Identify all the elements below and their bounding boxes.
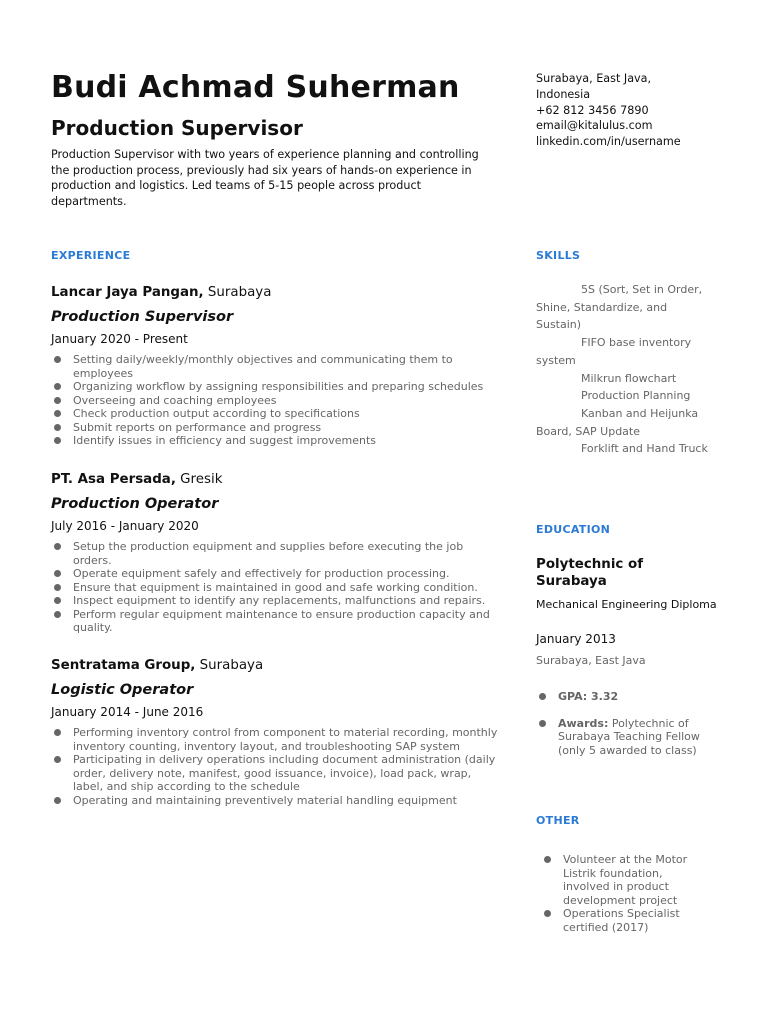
contact-email[interactable]: email@kitalulus.com (536, 119, 653, 133)
education-details-list (536, 690, 706, 770)
education-location: Surabaya, East Java (536, 654, 646, 667)
experience-entry (51, 657, 501, 807)
company-name: Lancar Jaya Pangan, (51, 285, 204, 300)
skill-item: 5S (Sort, Set in Order, Shine, Standardize, and Sustain) (536, 283, 703, 332)
skill-item: FIFO base inventory system (536, 336, 692, 367)
skill-item: Production Planning (581, 389, 691, 403)
list-item: Volunteer at the Motor Listrik foundation, involved in product development project (541, 853, 706, 907)
list-item: Identify issues in efficiency and suggest improvements (51, 434, 501, 448)
list-item: Setting daily/weekly/monthly objectives and communicating them to employees (51, 353, 501, 380)
other-list (541, 853, 706, 934)
education-gpa (536, 690, 706, 704)
job-duties-list (51, 540, 501, 635)
experience-entry (51, 284, 501, 448)
company-name: Sentratama Group, (51, 658, 196, 673)
list-item: Operate equipment safely and effectively for production processing. (51, 567, 501, 581)
list-item: Check production output according to specifications (51, 407, 501, 421)
company-line (51, 471, 501, 489)
list-item: Inspect equipment to identify any replacements, malfunctions and repairs. (51, 594, 501, 608)
candidate-title: Production Supervisor (51, 116, 303, 140)
job-dates: January 2014 - June 2016 (51, 705, 204, 719)
company-location: Surabaya (203, 285, 272, 300)
contact-address-line1: Surabaya, East Java, (536, 72, 652, 85)
gpa-label: GPA: 3.32 (558, 690, 619, 703)
contact-address-line2: Indonesia (536, 87, 591, 101)
contact-phone: +62 812 3456 7890 (536, 103, 649, 117)
candidate-name: Budi Achmad Suherman (51, 70, 460, 105)
experience-heading: EXPERIENCE (51, 249, 131, 262)
list-item: Operating and maintaining preventively material handling equipment (51, 794, 501, 808)
skills-heading: SKILLS (536, 249, 581, 262)
contact-linkedin[interactable]: linkedin.com/in/username (536, 135, 681, 149)
contact-block (536, 71, 751, 150)
job-title: Logistic Operator (51, 682, 194, 698)
list-item: Perform regular equipment maintenance to ensure production capacity and quality. (51, 608, 501, 635)
experience-entry (51, 471, 501, 635)
awards-label: Awards: (558, 716, 609, 730)
list-item: Performing inventory control from component to material recording, monthly inventory counting, inventory layout, and troubleshooting SAP system (51, 726, 501, 753)
education-degree: Mechanical Engineering Diploma (536, 598, 717, 611)
education-heading: EDUCATION (536, 523, 611, 536)
job-duties-list (51, 353, 501, 448)
company-name: PT. Asa Persada, (51, 472, 176, 487)
profile-summary: Production Supervisor with two years of experience planning and controlling the production process, previously had six years of hands-on experience in production and logistics. Led teams of 5-15 people across product departments. (51, 148, 479, 208)
skill-item: Forklift and Hand Truck (581, 442, 708, 456)
list-item: Overseeing and coaching employees (51, 394, 501, 408)
list-item: Participating in delivery operations including document administration (daily order, delivery note, manifest, good issuance, invoice), load pack, wrap, label, and ship according to the schedule (51, 753, 501, 794)
job-dates: July 2016 - January 2020 (51, 519, 199, 533)
list-item: Setup the production equipment and supplies before executing the job orders. (51, 540, 501, 567)
company-location: Surabaya (195, 658, 264, 673)
education-date: January 2013 (536, 632, 616, 646)
skill-item: Milkrun flowchart (581, 371, 677, 385)
company-location: Gresik (175, 472, 223, 487)
job-duties-list (51, 726, 501, 807)
list-item: Ensure that equipment is maintained in good and safe working condition. (51, 581, 501, 595)
company-line (51, 284, 501, 302)
education-school: Polytechnic of Surabaya (536, 557, 644, 589)
awards-text: Polytechnic of Surabaya Teaching Fellow (only 5 awarded to class) (558, 716, 700, 757)
education-awards (536, 717, 706, 758)
job-title: Production Operator (51, 496, 219, 512)
list-item: Organizing workflow by assigning responsibilities and preparing schedules (51, 380, 501, 394)
company-line (51, 657, 501, 675)
job-title: Production Supervisor (51, 309, 234, 325)
skills-list (536, 281, 708, 458)
other-heading: OTHER (536, 814, 580, 827)
skill-item: Kanban and Heijunka Board, SAP Update (536, 406, 699, 438)
list-item: Operations Specialist certified (2017) (541, 907, 706, 934)
list-item: Submit reports on performance and progress (51, 421, 501, 435)
job-dates: January 2020 - Present (51, 332, 188, 346)
